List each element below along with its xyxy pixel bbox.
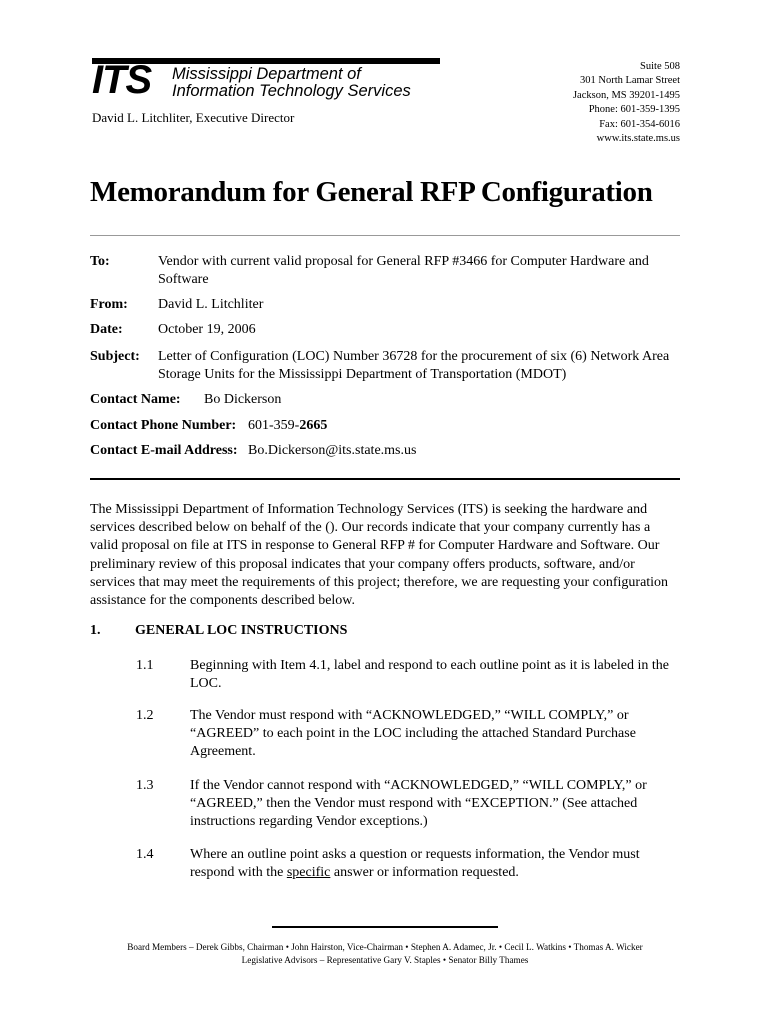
footer-board-members: Board Members – Derek Gibbs, Chairman • John Hairston, Vice-Chairman • Stephen A. Adamec, Jr. • Cecil L. Watkins • Thomas A. Wicker <box>127 942 643 952</box>
its-logo <box>92 58 440 102</box>
item-text: Beginning with Item 4.1, label and respond to each outline point as it is labeled in the LOC. <box>190 658 670 692</box>
address-city: Jackson, MS 39201-1495 <box>572 89 680 101</box>
to-value: Vendor with current valid proposal for General RFP #3466 for Computer Hardware and Software <box>158 254 649 287</box>
item-text <box>190 846 680 882</box>
footer-legislative-advisors: Legislative Advisors – Representative Gary V. Staples • Senator Billy Thames <box>241 955 529 965</box>
contact-name-value: Bo Dickerson <box>204 392 282 407</box>
item-text: If the Vendor cannot respond with “ACKNOWLEDGED,” “WILL COMPLY,” or “AGREED,” then the Vendor must respond with “EXCEPTION.” (See attached instructions regarding Vendor exceptions.) <box>190 778 647 830</box>
from-value: David L. Litchliter <box>158 297 264 312</box>
logo-org-line1: Mississippi Department of <box>172 65 361 83</box>
contact-name-label: Contact Name: <box>90 392 181 407</box>
item-number: 1.3 <box>136 778 154 793</box>
date-label: Date: <box>90 322 123 337</box>
from-label: From: <box>90 297 128 312</box>
section-number: 1. <box>90 623 101 638</box>
item-number: 1.4 <box>136 847 154 862</box>
contact-phone-suffix: 2665 <box>299 418 328 433</box>
item-number: 1.1 <box>136 658 154 673</box>
address-website: www.its.state.ms.us <box>596 133 680 145</box>
logo-org-line2: Information Technology Services <box>172 82 411 100</box>
item-text: The Vendor must respond with “ACKNOWLEDGED,” “WILL COMPLY,” or “AGREED” to each point in the LOC including the attached Standard Purchase Agreement. <box>190 708 636 760</box>
contact-phone-value <box>248 417 770 435</box>
item-text-after: answer or information requested. <box>330 865 519 881</box>
logo-its-text: ITS <box>92 58 152 102</box>
address-fax: Fax: 601-354-6016 <box>599 118 680 130</box>
to-label: To: <box>90 254 110 269</box>
item-text-underlined: specific <box>286 865 331 881</box>
date-value: October 19, 2006 <box>158 322 256 337</box>
address-suite: Suite 508 <box>640 61 680 72</box>
contact-email-label: Contact E-mail Address: <box>90 443 238 458</box>
item-number: 1.2 <box>136 708 154 723</box>
contact-phone-label: Contact Phone Number: <box>90 418 237 433</box>
subject-label: Subject: <box>90 349 140 364</box>
contact-phone-prefix: 601-359- <box>248 418 300 433</box>
item-text-before: Where an outline point asks a question or requests information, the Vendor must respond with the <box>190 847 640 881</box>
address-phone: Phone: 601-359-1395 <box>588 104 680 116</box>
footer-divider <box>272 926 498 928</box>
executive-director: David L. Litchliter, Executive Director <box>92 110 295 125</box>
section-title: GENERAL LOC INSTRUCTIONS <box>135 623 348 638</box>
title-divider <box>90 235 680 236</box>
intro-paragraph: The Mississippi Department of Information Technology Services (ITS) is seeking the hardware and services described below on behalf of the (). Our records indicate that your company currently has a valid proposal on file at ITS in response to General RFP # for Computer Hardware and Software. Our preliminary review of this proposal indicates that your company offers products, software, and/or services that may meet the requirements of this project; therefore, we are requesting your configuration assistance for the components described below. <box>90 502 669 609</box>
address-street: 301 North Lamar Street <box>579 75 680 87</box>
subject-value: Letter of Configuration (LOC) Number 36728 for the procurement of six (6) Network Area Storage Units for the Mississippi Department of Transportation (MDOT) <box>158 349 670 382</box>
header-divider <box>90 478 680 480</box>
contact-email-value: Bo.Dickerson@its.state.ms.us <box>248 443 417 458</box>
contact-address <box>573 60 680 146</box>
document-title: Memorandum for General RFP Configuration <box>90 176 653 208</box>
